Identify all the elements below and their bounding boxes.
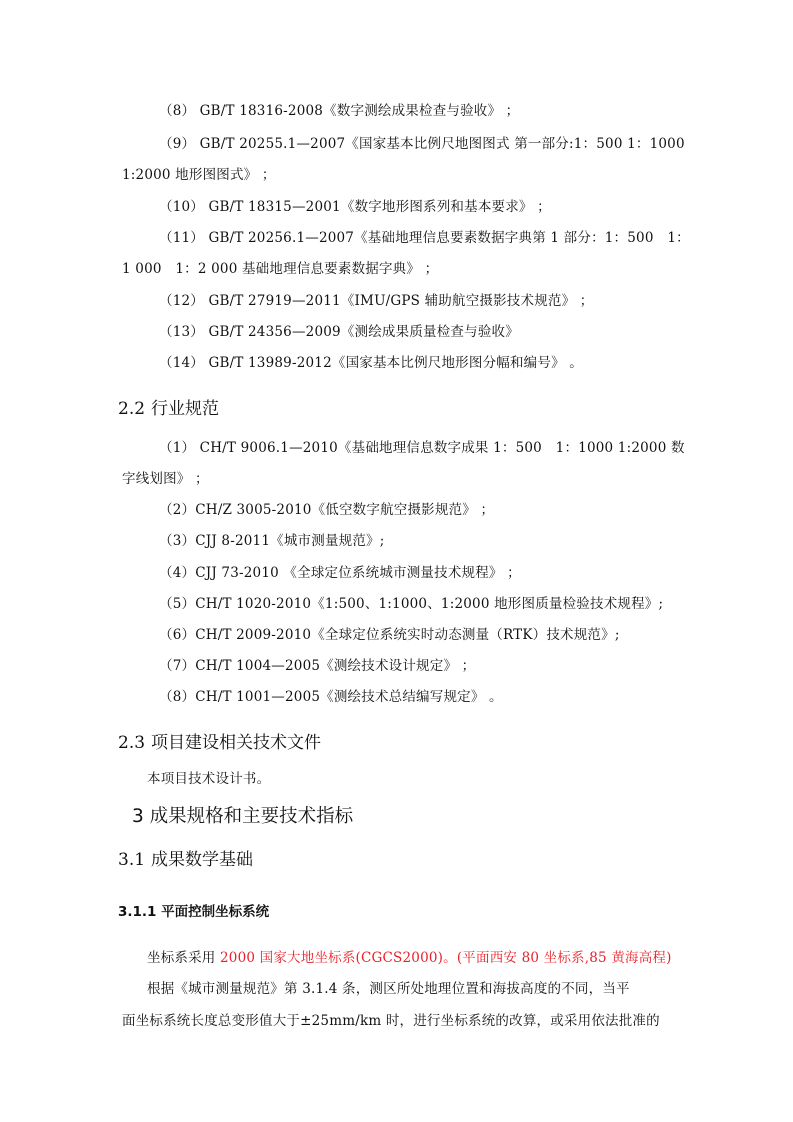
section-number: 2.2	[118, 399, 146, 419]
industry-item-3: （3）CJJ 8-2011《城市测量规范》;	[159, 533, 385, 549]
industry-item-1: （1） CH/T 9006.1—2010《基础地理信息数字成果 1：500 1：1000 1:2000 数	[159, 440, 685, 456]
industry-item-5: （5）CH/T 1020-2010《1:500、1:1000、1:2000 地形图质量检验技术规程》;	[159, 596, 664, 612]
section-3-1-1-heading: 3.1.1 平面控制坐标系统	[118, 904, 270, 920]
coordinate-system-paragraph	[147, 949, 672, 967]
highlighted-coordinate-system: 2000 国家大地坐标系(CGCS2000)。(平面西安 80 坐标系,85 黄海高程)	[220, 950, 672, 966]
chapter-3-heading: 3 成果规格和主要技术指标	[132, 806, 354, 827]
standard-item-11: （11） GB/T 20256.1—2007《基础地理信息要素数据字典第 1 部分：1：500 1：	[159, 230, 690, 246]
section-number: 3.1	[118, 850, 146, 870]
industry-item-7: （7）CH/T 1004—2005《测绘技术设计规定》 ；	[159, 658, 476, 674]
section-2-3-body: 本项目技术设计书。	[147, 771, 271, 787]
industry-item-6: （6）CH/T 2009-2010《全球定位系统实时动态测量（RTK）技术规范》;	[159, 627, 620, 643]
paragraph-line-1: 根据《城市测量规范》第 3.1.4 条，测区所处地理位置和海拔高度的不同，当平	[147, 981, 630, 997]
standard-item-14: （14） GB/T 13989-2012《国家基本比例尺地形图分幅和编号》 。	[159, 355, 583, 371]
section-title: 项目建设相关技术文件	[151, 733, 322, 753]
standard-item-13: （13） GB/T 24356—2009《测绘成果质量检查与验收》	[159, 324, 519, 340]
section-2-2-heading	[118, 398, 219, 420]
standard-item-9: （9） GB/T 20255.1—2007《国家基本比例尺地图图式 第一部分:1：500 1：1000	[159, 136, 685, 152]
section-title: 成果数学基础	[151, 850, 254, 870]
industry-item-4: （4）CJJ 73-2010 《全球定位系统城市测量技术规程》 ；	[159, 565, 521, 581]
section-number: 2.3	[118, 733, 146, 753]
standard-item-11-cont: 1 000 1：2 000 基础地理信息要素数据字典》 ；	[122, 261, 439, 277]
standard-item-9-cont: 1:2000 地形图图式》 ；	[122, 167, 276, 183]
standard-item-10: （10） GB/T 18315—2001《数字地形图系列和基本要求》 ；	[159, 199, 551, 215]
paragraph-prefix: 坐标系采用	[147, 950, 220, 966]
standard-item-12: （12） GB/T 27919—2011《IMU/GPS 辅助航空摄影技术规范》 ；	[159, 293, 594, 309]
section-3-1-heading	[118, 849, 253, 871]
section-2-3-heading	[118, 732, 321, 754]
section-title: 行业规范	[151, 399, 220, 419]
standard-item-8: （8） GB/T 18316-2008《数字测绘成果检查与验收》 ；	[159, 103, 520, 119]
industry-item-1-cont: 字线划图》 ；	[122, 471, 209, 487]
industry-item-8: （8）CH/T 1001—2005《测绘技术总结编写规定》 。	[159, 689, 503, 705]
paragraph-line-2: 面坐标系统长度总变形值大于±25mm/km 时，进行坐标系统的改算，或采用依法批准的	[122, 1013, 660, 1029]
industry-item-2: （2）CH/Z 3005-2010《低空数字航空摄影规范》 ；	[159, 502, 495, 518]
